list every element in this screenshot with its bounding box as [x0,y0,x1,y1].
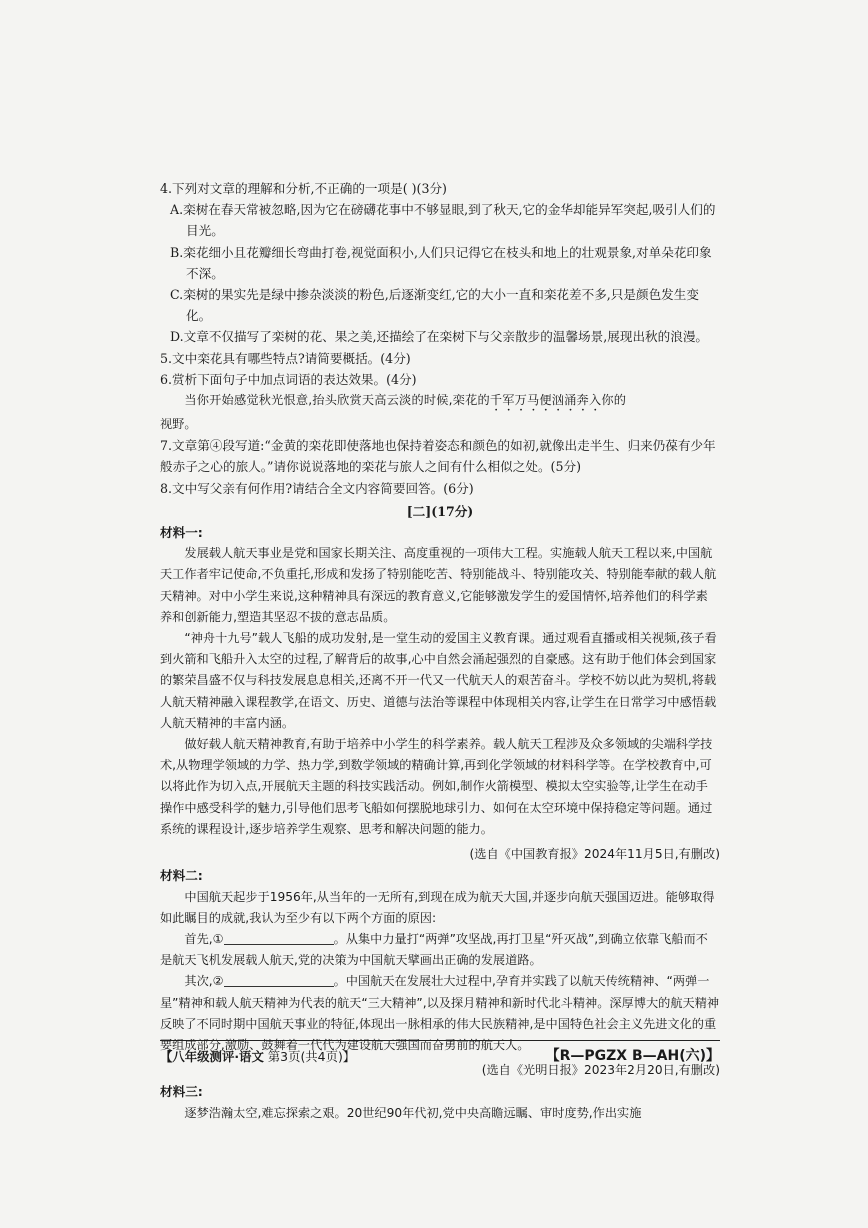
question-4-stem: 4.下列对文章的理解和分析,不正确的一项是( )(3分) [160,181,447,196]
question-4-option-c: C.栾树的果实先是绿中掺杂淡淡的粉色,后逐渐变红,它的大小一直和栾花差不多,只是颜色发生变化。 [170,287,699,324]
material-1-paragraph: 做好载人航天精神教育,有助于培养中小学生的科学素养。载人航天工程涉及众多领域的尖端科学技术,从物理学领域的力学、热力学,到数学领域的精确计算,再到化学领域的材料科学等。在学校教育中,可以将此作为切入点,开展航天主题的科技实践活动。例如,制作火箭模型、模拟太空实验等,让学生在动手操作中感受科学的魅力,引导他们思考飞船如何摆脱地球引力、如何在太空环境中保持稳定等问题。通过系统的课程设计,逐步培养学生观察、思考和解决问题的能力。 [160,737,713,836]
question-4-option-b: B.栾花细小且花瓣细长弯曲打卷,视觉面积小,人们只记得它在枝头和地上的壮观景象,对单朵花印象不深。 [170,244,712,281]
material-1-paragraph: 发展载人航天事业是党和国家长期关注、高度重视的一项伟大工程。实施载人航天工程以来,中国航天工作者牢记使命,不负重托,形成和发扬了特别能吃苦、特别能战斗、特别能攻关、特别能奉献的载人航天精神。对中小学生来说,这种精神具有深远的教育意义,它能够激发学生的爱国情怀,培养他们的科学素养和创新能力,塑造其坚忍不拔的意志品质。 [160,546,717,624]
material-2-label: 材料二: [160,868,203,884]
question-6-quote-end: 视野。 [160,417,197,432]
question-4-option-a: A.栾树在春天常被忽略,因为它在磅礴花事中不够显眼,到了秋天,它的金华却能异军突起,吸引人们的目光。 [170,202,716,239]
answer-blank-1[interactable] [224,930,334,945]
answer-blank-2[interactable] [224,972,334,987]
blank-1-suffix: 。从集中力量打“两弹”攻坚战,再打卫星“歼灭战”,到确立依靠飞船而不是航天飞机发展载人航天,党的决策为中国航天擘画出正确的发展道路。 [160,931,708,968]
footer-page-info [160,1047,355,1065]
section-2-title: [二](17分) [406,503,474,519]
material-2-source: (选自《光明日报》2023年2月20日,有删改) [481,1063,720,1078]
material-2-paragraph: 中国航天起步于1956年,从当年的一无所有,到现在成为航天大国,并逐步向航天强国迈进。能够取得如此瞩目的成就,我认为至少有以下两个方面的原因: [160,889,715,925]
material-3-label: 材料三: [160,1084,203,1100]
footer-paper-code: 【R—PGZX B—AH(六)】 [545,1048,720,1064]
quote-dotted-words: 千军万马便汹涌奔入 [489,393,602,408]
material-1-label: 材料一: [160,525,203,541]
blank-2-suffix: 。中国航天在发展壮大过程中,孕育并实践了以航天传统精神、“两弹一星”精神和载人航天精神为代表的航天“三大精神”,以及探月精神和新时代北斗精神。深厚博大的航天精神反映了不同时期中国航天事业的特征,体现出一脉相承的伟大民族精神,是中国特色社会主义先进文化的重要组成部分,激励、鼓舞着一代代为建设航天强国而奋勇前的航天人。 [160,974,720,1052]
blank-1-prefix: 首先,① [184,931,224,946]
material-1-paragraph: “神舟十九号”载人飞船的成功发射,是一堂生动的爱国主义教育课。通过观看直播或相关视频,孩子看到火箭和飞船升入太空的过程,了解背后的故事,心中自然会涌起强烈的自豪感。这有助于他们体会到国家的繁荣昌盛不仅与科技发展息息相关,还离不开一代又一代航天人的艰苦奋斗。学校不妨以此为契机,将载人航天精神融入课程教学,在语文、历史、道德与法治等课程中体现相关内容,让学生在日常学习中感悟载人航天精神的丰富内涵。 [160,631,717,730]
quote-text-pre: 当你开始感觉秋光恨意,抬头欣赏天高云淡的时候,栾花的 [184,393,490,408]
footer-page-number: 第3页(共4页)】 [267,1049,356,1064]
page-footer [160,1040,720,1065]
exam-page [160,178,720,1124]
material-1-source: (选自《中国教育报》2024年11月5日,有删改) [469,847,720,862]
question-6-quote [160,390,720,414]
footer-exam-title: 【八年级测评·语文 [160,1049,264,1064]
question-6: 6.赏析下面句子中加点词语的表达效果。(4分) [160,371,417,387]
question-8: 8.文中写父亲有何作用?请结合全文内容简要回答。(6分) [160,480,474,496]
material-2-paragraph-blank-1 [160,929,720,971]
blank-2-prefix: 其次,② [184,974,224,989]
question-7: 7.文章第④段写道:“金黄的栾花即使落地也保持着姿态和颜色的如初,就像出走半生、归来仍葆有少年般赤子之心的旅人。”请你说说落地的栾花与旅人之间有什么相似之处。(5分) [160,438,716,475]
question-4-option-d: D.文章不仅描写了栾树的花、果之美,还描绘了在栾树下与父亲散步的温馨场景,展现出秋的浪漫。 [170,329,709,345]
material-3-paragraph: 逐梦浩瀚太空,难忘探索之艰。20世纪90年代初,党中央高瞻远瞩、审时度势,作出实施 [184,1105,642,1120]
quote-text-post: 你的 [601,393,627,408]
question-5: 5.文中栾花具有哪些特点?请简要概括。(4分) [160,350,411,366]
